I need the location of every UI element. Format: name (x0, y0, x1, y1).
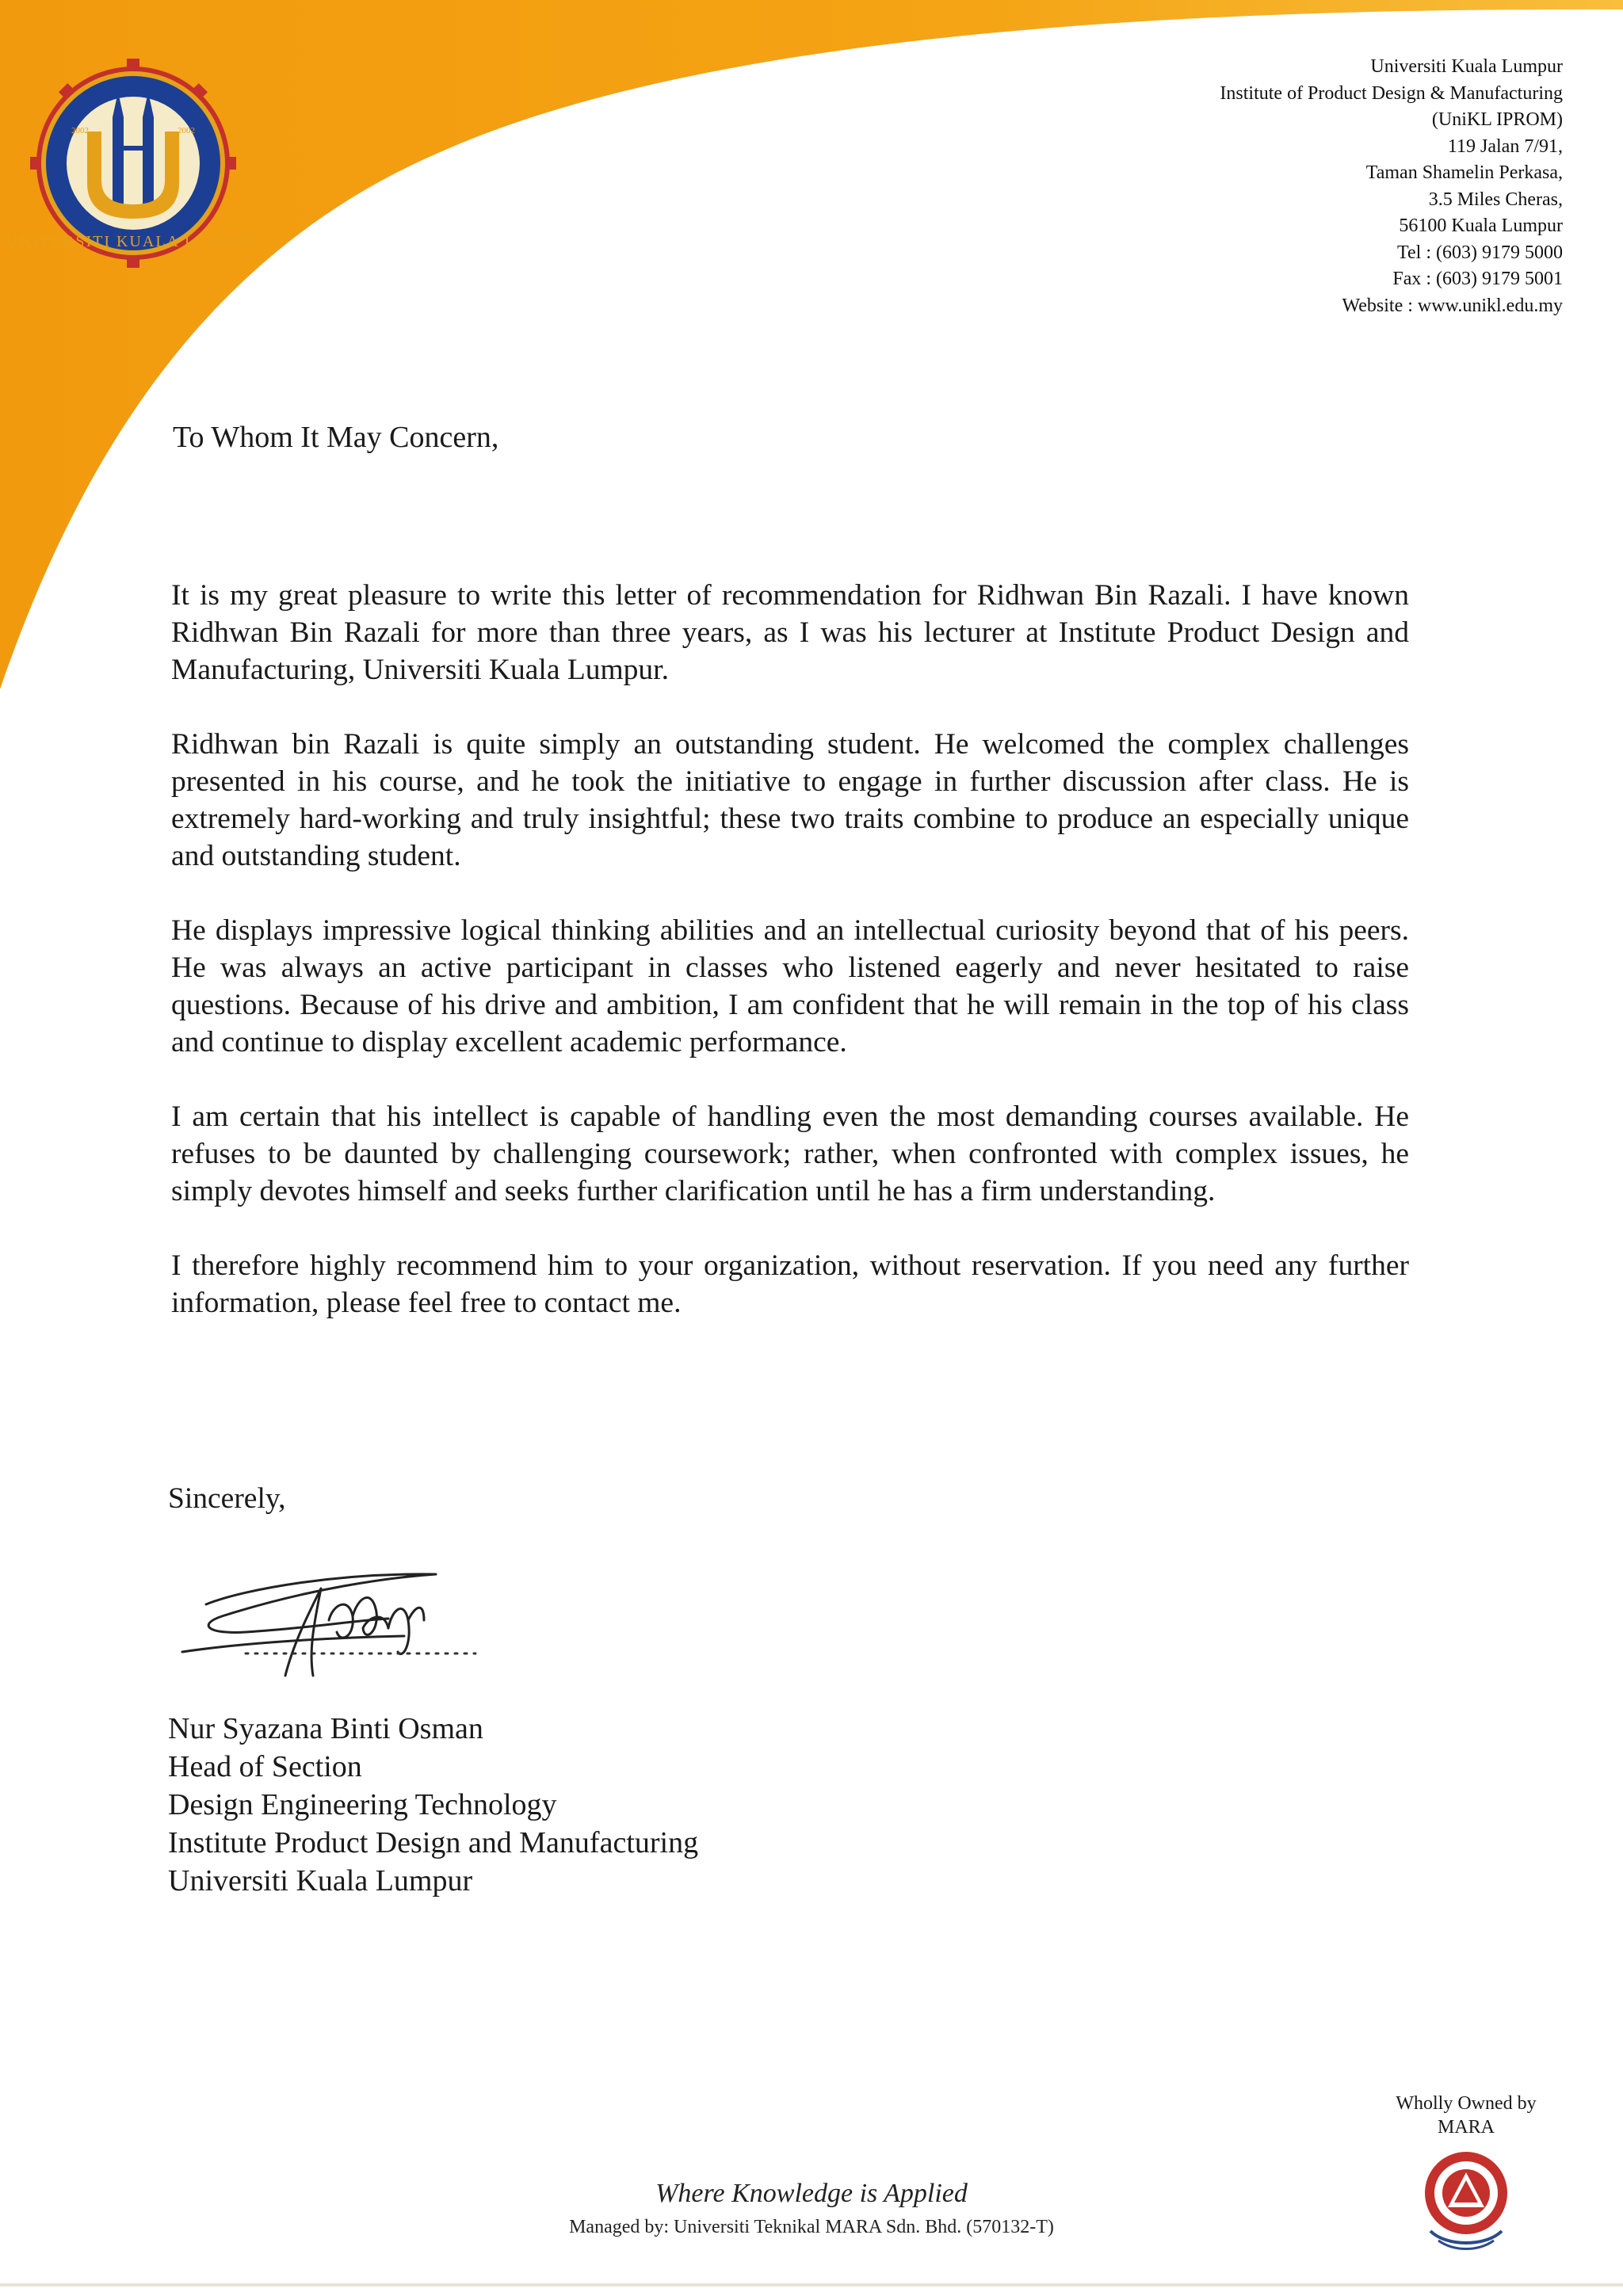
closing: Sincerely, (168, 1482, 286, 1515)
signer-department: Design Engineering Technology (168, 1788, 557, 1821)
signer-name: Nur Syazana Binti Osman (168, 1712, 483, 1745)
letterhead-line: Website : www.unikl.edu.my (1342, 295, 1563, 316)
letterhead-line: Tel : (603) 9179 5000 (1397, 242, 1563, 263)
bottom-rule (0, 2283, 1623, 2286)
letterhead-line: 119 Jalan 7/91, (1447, 135, 1563, 157)
signer-institute: Institute Product Design and Manufacturing (168, 1826, 699, 1859)
signer-block (168, 1710, 698, 1900)
crest-year-left: 2002 (71, 126, 89, 135)
signer-title: Head of Section (168, 1750, 362, 1783)
university-crest-icon (6, 44, 261, 282)
body-paragraph: Ridhwan bin Razali is quite simply an outstanding student. He welcomed the complex challenges presented in his course, and he took the initiative to engage in further discussion after class. He is extremely hard-working and truly insightful; these two traits combine to produce an especially unique and outstanding student. (171, 728, 1409, 872)
letterhead-line: 56100 Kuala Lumpur (1399, 215, 1563, 236)
crest-ring-text: UNIVERSITI KUALA LUMPUR (6, 233, 261, 250)
body-paragraph: I am certain that his intellect is capable of handling even the most demanding courses available. He refuses to be daunted by challenging coursework; rather, when confronted with complex issues, he simply devotes himself and seeks further clarification until he has a firm understanding. (171, 1100, 1409, 1207)
owner-line2: MARA (1437, 2117, 1495, 2138)
salutation: To Whom It May Concern, (173, 421, 499, 454)
crest-year-right: 2002 (178, 126, 195, 135)
body-paragraph: It is my great pleasure to write this letter of recommendation for Ridhwan Bin Razali. I have known Ridhwan Bin Razali for more than three years, as I was his lecturer at Institute Product Design and Manufacturing, Universiti Kuala Lumpur. (171, 579, 1409, 686)
body-paragraph: He displays impressive logical thinking abilities and an intellectual curiosity beyond that of his peers. He was always an active participant in classes who listened eagerly and never hesitated to raise questions. Because of his drive and ambition, I am confident that he will remain in the top of his class and continue to display excellent academic performance. (171, 914, 1409, 1058)
handwritten-signature-icon (151, 1541, 594, 1699)
letterhead-line: Fax : (603) 9179 5001 (1392, 269, 1563, 289)
letter-body (171, 577, 1409, 1359)
letterhead-line: Universiti Kuala Lumpur (1370, 56, 1563, 77)
letterhead-line: (UniKL IPROM) (1431, 109, 1563, 130)
letterhead-line: 3.5 Miles Cheras, (1428, 189, 1563, 210)
letterhead-line: Taman Shamelin Perkasa, (1365, 162, 1563, 183)
body-paragraph: I therefore highly recommend him to your organization, without reservation. If you need any further information, please feel free to contact me. (171, 1249, 1409, 1319)
letterhead-line: Institute of Product Design & Manufacturing (1220, 82, 1563, 104)
signer-university: Universiti Kuala Lumpur (168, 1864, 473, 1897)
owner-line1: Wholly Owned by (1396, 2093, 1537, 2114)
footer-managed-by: Managed by: Universiti Teknikal MARA Sdn. Bhd. (570132-T) (569, 2217, 1054, 2237)
letterhead-address (992, 54, 1563, 319)
footer-tagline: Where Knowledge is Applied (655, 2179, 968, 2208)
